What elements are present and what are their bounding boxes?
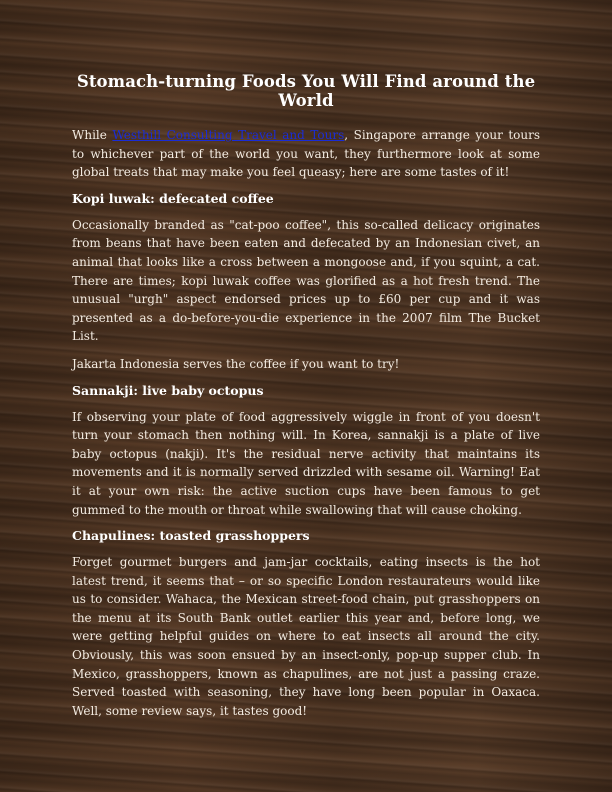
kopi-luwak-paragraph: Occasionally branded as "cat-poo coffee", this so-called delicacy originates from beans that have been eaten and defecated by an Indonesian civet, an animal that looks like a cross between a mongoose and, if you squint, a cat. There are times; kopi luwak coffee was glorified as a hot fresh trend. The unusual "urgh" aspect endorsed prices up to £60 per cup and it was presented as a do-before-you-die experience in the 2007 film The Bucket List. (72, 217, 540, 344)
intro-paragraph (72, 126, 540, 182)
section-heading-sannakji: Sannakji: live baby octopus (72, 382, 264, 398)
section-heading-kopi-luwak: Kopi luwak: defecated coffee (72, 190, 274, 206)
kopi-luwak-paragraph: Jakarta Indonesia serves the coffee if you want to try! (72, 356, 400, 371)
sannakji-paragraph: If observing your plate of food aggressively wiggle in front of you doesn't turn your stomach then nothing will. In Korea, sannakji is a plate of live baby octopus (nakji). It's the residual nerve activity that maintains its movements and it is normally served drizzled with sesame oil. Warning! Eat it at your own risk: the active suction cups have been famous to get gummed to the mouth or throat while swallowing that will cause choking. (72, 409, 540, 517)
section-heading-chapulines: Chapulines: toasted grasshoppers (72, 528, 310, 544)
page-title: Stomach-turning Foods You Will Find around the World (76, 72, 536, 110)
document-page (72, 72, 540, 729)
chapulines-paragraph: Forget gourmet burgers and jam-jar cocktails, eating insects is the hot latest trend, it seems that – or so specific London restaurateurs would like us to consider. Wahaca, the Mexican street-food chain, put grasshoppers on the menu at its South Bank outlet earlier this year and, before long, we were getting helpful guides on where to eat insects all around the city. Obviously, this was soon ensued by an insect-only, pop-up supper club. In Mexico, grasshoppers, known as chapulines, are not just a passing craze. Served toasted with seasoning, they have long been popular in Oaxaca. Well, some review says, it tastes good! (72, 555, 540, 718)
intro-text-before: While (72, 128, 113, 142)
westhill-link[interactable]: Westhill Consulting Travel and Tours (112, 128, 345, 142)
intro-text-after: , Singapore arrange your tours to whichever part of the world you want, they furthermore look at some global treats that may make you feel queasy; here are some tastes of it! (72, 128, 541, 180)
